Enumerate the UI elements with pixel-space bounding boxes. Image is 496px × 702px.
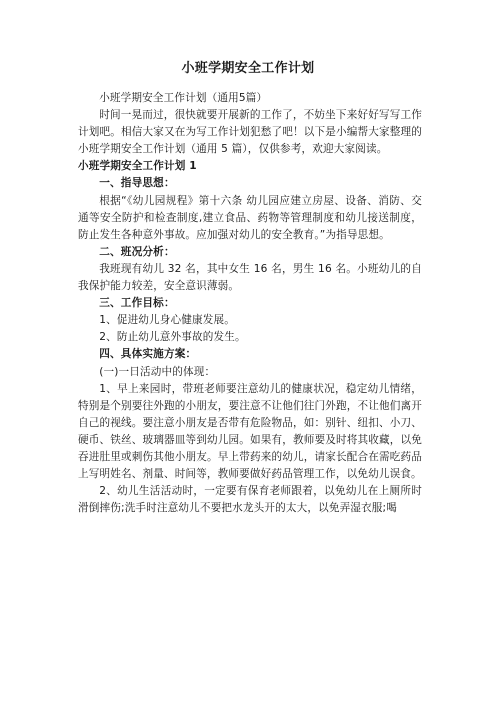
subtitle-paragraph: 小班学期安全工作计划（通用5篇） [99, 92, 268, 104]
guiding-idea-paragraph: 根据“《幼儿园规程》第十六条 幼儿园应建立房屋、设备、消防、交通等安全防护和检查制度,建立食品、药物等管理制度和幼儿接送制度，防止发生各种意外事故。应加强对幼儿的安全教育。”为指导思想。 [78, 194, 422, 241]
document-title: 小班学期安全工作计划 [181, 61, 315, 76]
intro-paragraph: 时间一晃而过，很快就要开展新的工作了，不妨坐下来好好写写工作计划吧。相信大家又在为写工作计划犯愁了吧！以下是小编帮大家整理的小班学期安全工作计划（通用 5 篇），仅供参考，欢迎大家阅读。 [78, 109, 422, 156]
implementation-paragraph: 2、幼儿生活活动时，一定要有保育老师跟着，以免幼儿在上厕所时滑倒摔伤;洗手时注意幼儿不要把水龙头开的太大，以免弄湿衣服;喝 [78, 485, 422, 515]
section-heading-class-analysis: 二、班况分析： [99, 245, 175, 258]
section-heading-goals: 三、工作目标： [99, 297, 175, 310]
document-body [78, 90, 422, 517]
implementation-subheading: (一)一日活动中的体现： [99, 365, 216, 378]
goal-item: 1、促进幼儿身心健康发展。 [99, 314, 236, 327]
implementation-paragraph: 1、早上来园时，带班老师要注意幼儿的健康状况，稳定幼儿情绪，特别是个别要往外跑的小朋友，要注意不让他们往门外跑，不让他们离开自己的视线。要注意小朋友是否带有危险物品，如：别针、纽扣、小刀、硬币、铁丝、玻璃器皿等到幼儿园。如果有，教师要及时将其收藏，以免吞进肚里或刺伤其他小朋友。早上带药来的幼儿，请家长配合在需吃药品上写明姓名、剂量、时间等，教师要做好药品管理工作，以免幼儿误食。 [78, 382, 422, 481]
section-heading-guiding-idea: 一、指导思想： [99, 177, 175, 190]
class-analysis-paragraph: 我班现有幼儿 32 名，其中女生 16 名，男生 16 名。小班幼儿的自我保护能力较差，安全意识薄弱。 [78, 262, 422, 293]
plan-heading: 小班学期安全工作计划 1 [78, 160, 197, 173]
goal-item: 2、防止幼儿意外事故的发生。 [99, 331, 246, 344]
section-heading-implementation: 四、具体实施方案： [99, 348, 197, 361]
